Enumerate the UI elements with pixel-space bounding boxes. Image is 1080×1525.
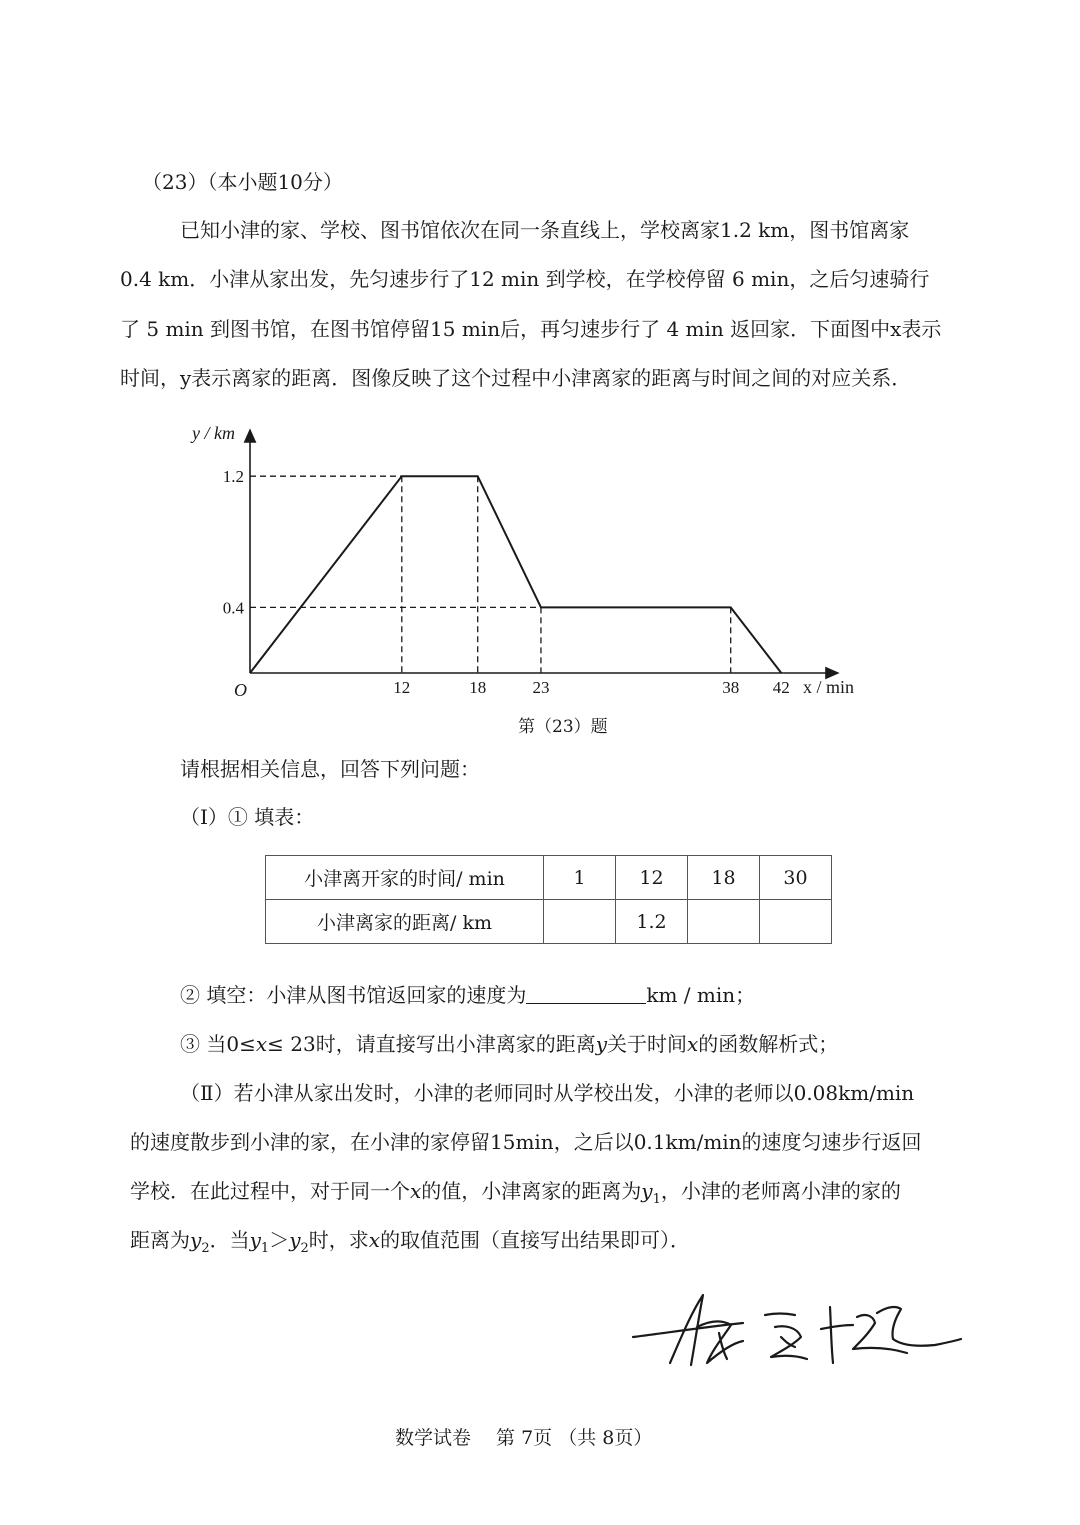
p2-l3-a: 学校．在此过程中，对于同一个	[130, 1179, 410, 1203]
p2-sub-2b: 2	[300, 1241, 309, 1256]
p2-sub-2: 2	[201, 1241, 210, 1256]
p2-l4-c: 时，求	[308, 1228, 369, 1252]
p2-var-y1b: y	[249, 1228, 261, 1252]
handwritten-signature	[625, 1285, 965, 1370]
q2-suffix: km / min；	[646, 983, 756, 1007]
q3-var-x-2: x	[687, 1032, 699, 1056]
distance-cell-2: 1.2	[616, 900, 688, 944]
row-header-distance: 小津离家的距离/ km	[266, 900, 544, 944]
distance-cell-3	[688, 900, 760, 944]
instruction: 请根据相关信息，回答下列问题：	[180, 757, 480, 781]
q3-part-b: ≤ 23时，请直接写出小津离家的距离	[267, 1032, 596, 1056]
x-tick-label-23: 23	[532, 678, 550, 697]
stem-line-2: 0.4 km．小津从家出发，先匀速步行了12 min 到学校，在学校停留 6 min，之后匀速骑行	[120, 267, 930, 291]
q3-var-x: x	[255, 1032, 268, 1056]
p2-l4-b: ．当	[209, 1228, 250, 1252]
x-tick-label-38: 38	[722, 678, 740, 697]
y-tick-label-0.4: 0.4	[222, 598, 244, 618]
distance-time-chart	[192, 415, 880, 715]
stem-line-4: 时间，y表示离家的距离．图像反映了这个过程中小津离家的距离与时间之间的对应关系．	[120, 366, 912, 390]
x-axis-label: x / min	[803, 677, 855, 697]
x-tick-label-42: 42	[772, 678, 790, 697]
x-tick-label-18: 18	[469, 678, 487, 697]
p2-l4-d: 的取值范围（直接写出结果即可）．	[380, 1228, 691, 1252]
p2-var-x: x	[410, 1179, 422, 1203]
part1-label: （Ⅰ）① 填表：	[180, 805, 315, 829]
p2-l3-b: 的值，小津离家的距离为	[421, 1179, 642, 1203]
y-tick-label-1.2: 1.2	[222, 467, 244, 487]
q3-var-y: y	[595, 1032, 608, 1056]
distance-cell-1	[544, 900, 616, 944]
stem-line-3: 了 5 min 到图书馆，在图书馆停留15 min后，再匀速步行了 4 min 返回家．下面图中x表示	[120, 317, 942, 341]
origin-label: O	[234, 680, 247, 700]
stem-line-1: 已知小津的家、学校、图书馆依次在同一条直线上，学校离家1.2 km，图书馆离家	[180, 218, 910, 242]
x-tick-label-12: 12	[393, 678, 411, 697]
distance-line	[250, 476, 781, 673]
answer-blank	[526, 983, 646, 1004]
table-row-time	[266, 856, 832, 900]
q3-part-a: ③ 当0≤	[180, 1032, 256, 1056]
distance-cell-4	[760, 900, 832, 944]
page-footer: 数学试卷 第 7页 （共 8页）	[395, 1427, 653, 1449]
q3-part-d: 的函数解析式；	[698, 1032, 839, 1056]
p2-var-y2: y	[190, 1228, 202, 1252]
p2-l3-c: ，小津的老师离小津的家的	[660, 1179, 901, 1203]
question-3	[180, 1032, 838, 1056]
problem-header: （23）（本小题10分）	[142, 170, 343, 194]
table-row-distance	[266, 900, 832, 944]
p2-var-y2b: y	[289, 1228, 301, 1252]
p2-gt: ＞	[269, 1228, 290, 1252]
y-axis-label: y / km	[192, 423, 235, 443]
time-cell-2: 12	[616, 856, 688, 900]
q2-prefix: ② 填空：小津从图书馆返回家的速度为	[180, 983, 527, 1007]
time-cell-1: 1	[544, 856, 616, 900]
part2-line-2: 的速度散步到小津的家，在小津的家停留15min，之后以0.1km/min的速度匀速步行返回	[130, 1130, 922, 1154]
p2-var-x-2: x	[368, 1228, 381, 1252]
time-cell-3: 18	[688, 856, 760, 900]
time-cell-4: 30	[760, 856, 832, 900]
p2-var-y1: y	[641, 1179, 653, 1203]
question-2	[180, 983, 755, 1007]
p2-l4-a: 距离为	[130, 1228, 190, 1252]
row-header-time: 小津离开家的时间/ min	[266, 856, 544, 900]
part2-line-3	[130, 1179, 901, 1207]
part2-line-4	[130, 1228, 691, 1256]
p2-sub-1: 1	[652, 1192, 661, 1207]
q3-part-c: 关于时间	[607, 1032, 688, 1056]
figure-caption: 第（23）题	[518, 717, 608, 737]
p2-sub-1b: 1	[260, 1241, 270, 1256]
part2-line-1: （Ⅱ）若小津从家出发时，小津的老师同时从学校出发，小津的老师以0.08km/min	[180, 1081, 915, 1105]
answer-table	[265, 855, 832, 944]
